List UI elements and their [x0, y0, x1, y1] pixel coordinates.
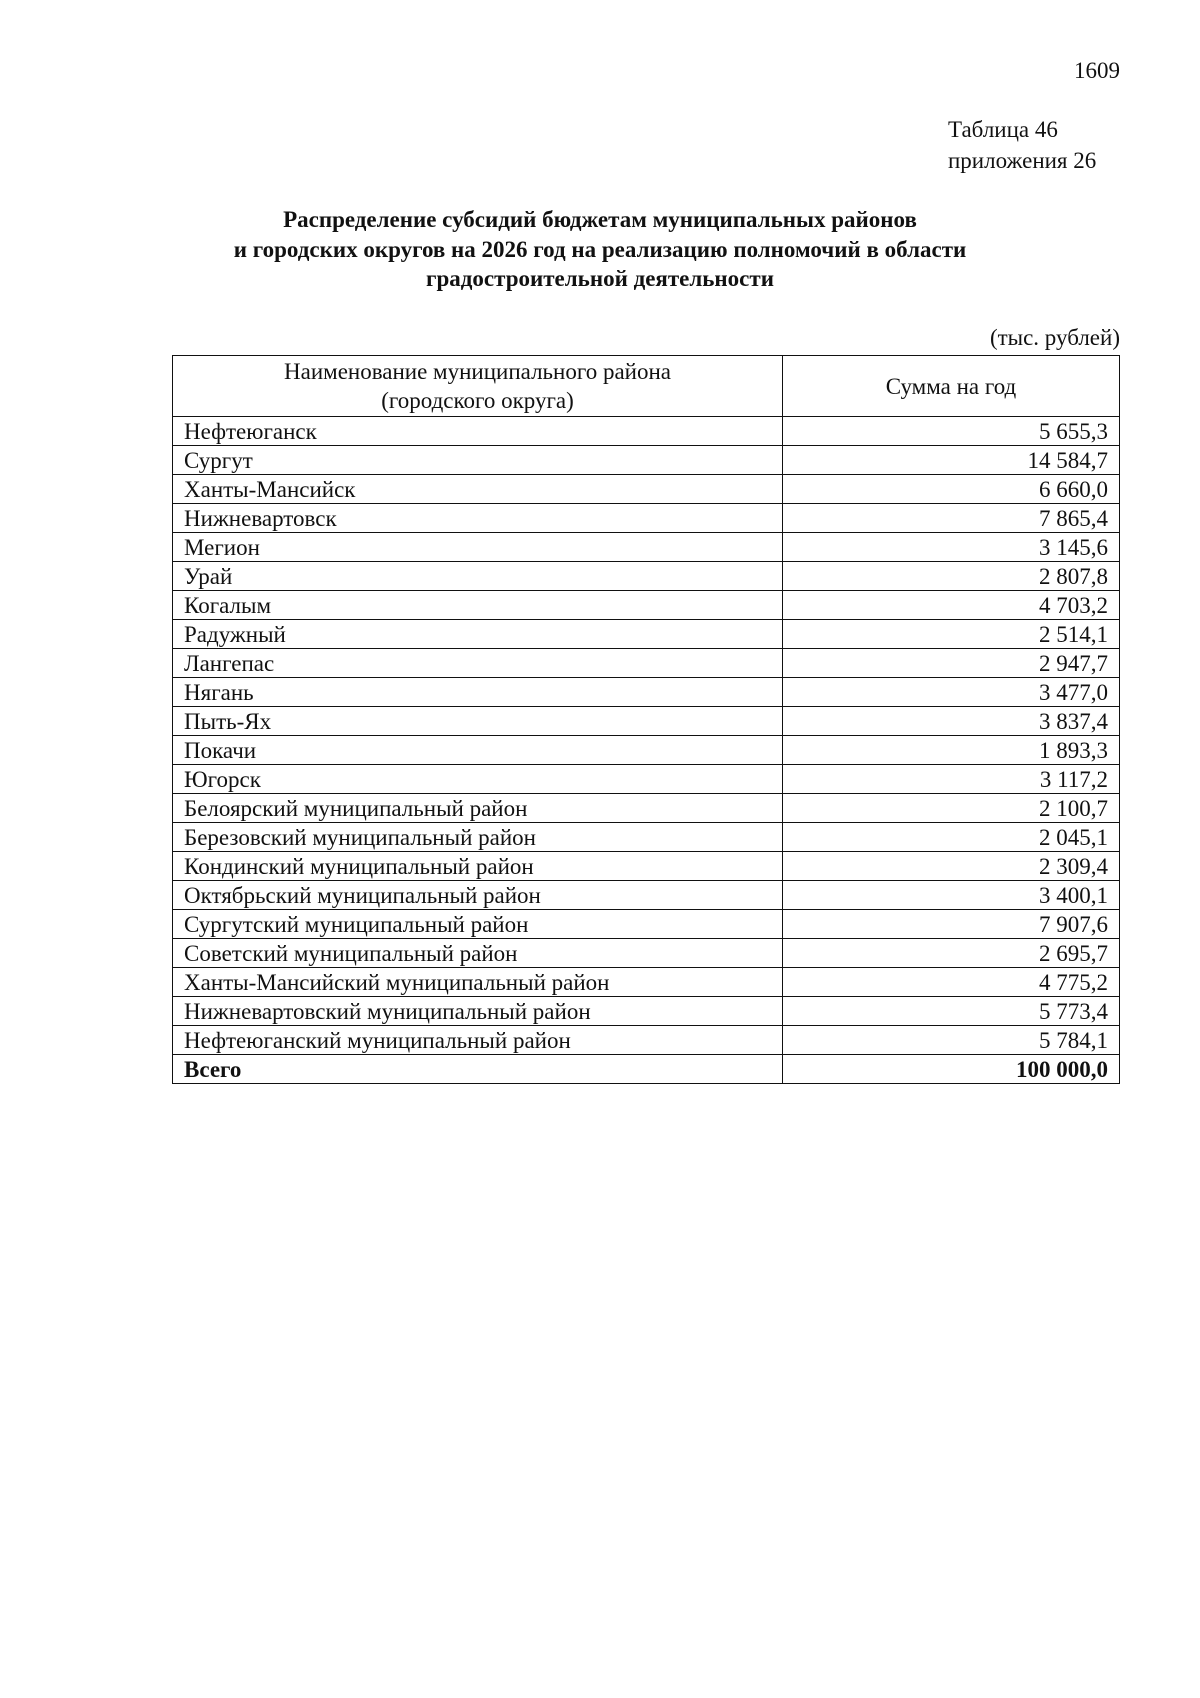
amount-cell: 3 400,1: [783, 881, 1120, 910]
municipality-name-cell: Нижневартовск: [173, 504, 783, 533]
amount-cell: 2 100,7: [783, 794, 1120, 823]
amount-cell: 3 477,0: [783, 678, 1120, 707]
amount-cell: 3 117,2: [783, 765, 1120, 794]
table-row: [173, 823, 1120, 852]
table-row: [173, 591, 1120, 620]
amount-cell: 3 145,6: [783, 533, 1120, 562]
table-row: [173, 475, 1120, 504]
municipality-name-cell: Нягань: [173, 678, 783, 707]
amount-cell: 3 837,4: [783, 707, 1120, 736]
table-row: [173, 620, 1120, 649]
table-row: [173, 649, 1120, 678]
column-header-name: [173, 356, 783, 417]
table-row: [173, 736, 1120, 765]
amount-cell: 2 947,7: [783, 649, 1120, 678]
document-title-line: Распределение субсидий бюджетам муниципальных районов: [283, 207, 917, 232]
table-reference: [948, 114, 1096, 176]
column-header-amount: Сумма на год: [783, 356, 1120, 417]
total-amount-cell: 100 000,0: [783, 1055, 1120, 1084]
document-title-line: градостроительной деятельности: [426, 266, 774, 291]
table-row: [173, 939, 1120, 968]
table-reference-line: приложения 26: [948, 148, 1097, 173]
table-row: [173, 417, 1120, 446]
municipality-name-cell: Югорск: [173, 765, 783, 794]
municipality-name-cell: Лангепас: [173, 649, 783, 678]
municipality-name-cell: Нефтеюганск: [173, 417, 783, 446]
amount-cell: 14 584,7: [783, 446, 1120, 475]
page-number: 1609: [1074, 58, 1120, 83]
amount-cell: 6 660,0: [783, 475, 1120, 504]
column-header-name-line: (городского округа): [381, 388, 574, 413]
table-row: [173, 910, 1120, 939]
municipality-name-cell: Покачи: [173, 736, 783, 765]
amount-cell: 4 703,2: [783, 591, 1120, 620]
table-row: [173, 446, 1120, 475]
table-row: [173, 562, 1120, 591]
table-row: [173, 533, 1120, 562]
municipality-name-cell: Березовский муниципальный район: [173, 823, 783, 852]
municipality-name-cell: Нижневартовский муниципальный район: [173, 997, 783, 1026]
amount-cell: 2 807,8: [783, 562, 1120, 591]
municipality-name-cell: Октябрьский муниципальный район: [173, 881, 783, 910]
table-row: [173, 1026, 1120, 1055]
amount-cell: 1 893,3: [783, 736, 1120, 765]
table-row: [173, 852, 1120, 881]
municipality-name-cell: Мегион: [173, 533, 783, 562]
amount-cell: 5 784,1: [783, 1026, 1120, 1055]
municipality-name-cell: Ханты-Мансийский муниципальный район: [173, 968, 783, 997]
document-title-line: и городских округов на 2026 год на реализацию полномочий в области: [233, 236, 967, 262]
units-label: (тыс. рублей): [989, 325, 1120, 350]
municipality-name-cell: Урай: [173, 562, 783, 591]
amount-cell: 2 309,4: [783, 852, 1120, 881]
table-row: [173, 765, 1120, 794]
document-title: [100, 205, 1100, 294]
municipality-name-cell: Пыть-Ях: [173, 707, 783, 736]
amount-cell: 4 775,2: [783, 968, 1120, 997]
amount-cell: 5 655,3: [783, 417, 1120, 446]
municipality-name-cell: Кондинский муниципальный район: [173, 852, 783, 881]
municipality-name-cell: Сургутский муниципальный район: [173, 910, 783, 939]
municipality-name-cell: Когалым: [173, 591, 783, 620]
amount-cell: 2 695,7: [783, 939, 1120, 968]
table-row: [173, 968, 1120, 997]
municipality-name-cell: Ханты-Мансийск: [173, 475, 783, 504]
total-row: [173, 1055, 1120, 1084]
table-row: [173, 504, 1120, 533]
table-row: [173, 678, 1120, 707]
amount-cell: 7 865,4: [783, 504, 1120, 533]
amount-cell: 5 773,4: [783, 997, 1120, 1026]
municipality-name-cell: Белоярский муниципальный район: [173, 794, 783, 823]
table-row: [173, 794, 1120, 823]
table-row: [173, 881, 1120, 910]
table-row: [173, 997, 1120, 1026]
total-label-cell: Всего: [173, 1055, 783, 1084]
table-header-row: [173, 356, 1120, 417]
municipality-name-cell: Сургут: [173, 446, 783, 475]
subsidy-table: [172, 355, 1120, 1084]
column-header-name-line: Наименование муниципального района: [284, 359, 671, 384]
table-row: [173, 707, 1120, 736]
municipality-name-cell: Советский муниципальный район: [173, 939, 783, 968]
municipality-name-cell: Нефтеюганский муниципальный район: [173, 1026, 783, 1055]
municipality-name-cell: Радужный: [173, 620, 783, 649]
amount-cell: 7 907,6: [783, 910, 1120, 939]
table-body: [173, 417, 1120, 1084]
table-reference-line: Таблица 46: [948, 117, 1058, 142]
amount-cell: 2 045,1: [783, 823, 1120, 852]
amount-cell: 2 514,1: [783, 620, 1120, 649]
